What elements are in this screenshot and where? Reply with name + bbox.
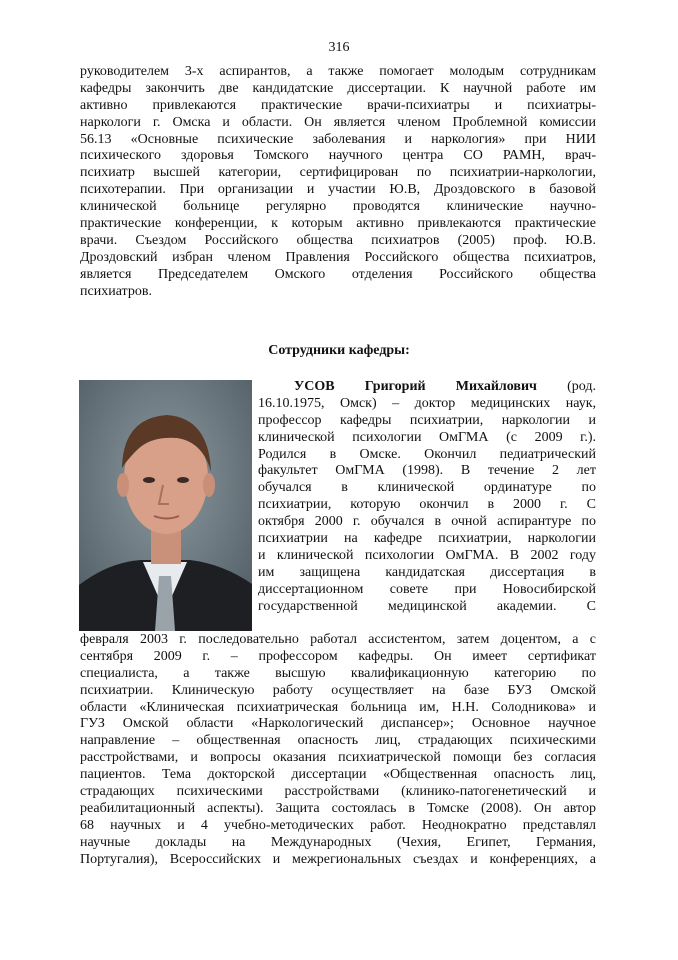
portrait-photo: [79, 380, 252, 631]
text-line: специалиста, а также высшую квалификационную категорию по: [80, 665, 596, 681]
text-line: Дроздовский избран членом Правления Российского общества психиатров,: [80, 249, 596, 265]
text-line: области «Клиническая психиатрическая больница им, Н.Н. Солодникова» и: [80, 699, 596, 715]
bio-paragraph-top: [258, 379, 596, 615]
text-line: является Председателем Омского отделения Российского общества: [80, 266, 596, 282]
text-line: 68 научных и 4 учебно-методических работ. Неоднократно представлял: [80, 817, 596, 833]
intro-paragraph: [80, 64, 596, 300]
text-line: октября 2000 г. обучался в очной аспирантуре по: [258, 514, 596, 530]
text-line: психиатрии, которую окончил в 2000 г. С: [258, 497, 596, 513]
text-line: факультет ОмГМА (1998). В течение 2 лет: [258, 463, 596, 479]
text-line: психиатрии на кафедре психиатрии, наркологии: [258, 531, 596, 547]
text-line: ГУЗ Омской области «Наркологический диспансер»; Основное научное: [80, 716, 596, 732]
text-line: и клинической психологии ОмГМА. В 2002 году: [258, 547, 596, 563]
text-line: психиатров.: [80, 283, 152, 299]
text-line: психотерапии. При организации и участии Ю.В, Дроздовского в базовой: [80, 182, 596, 198]
text-line: врачи. Съездом Российского общества психиатров (2005) проф. Ю.В.: [80, 232, 596, 248]
text-line: кафедры закончить две кандидатские диссертации. К научной работе им: [80, 80, 596, 96]
text-line: расстройствами, и вопросы оказания психиатрической помощи без согласия: [80, 750, 596, 766]
text-line: пациентов. Тема докторской диссертации «Общественная опасность лиц,: [80, 767, 596, 783]
text-line: Родился в Омске. Окончил педиатрический: [258, 446, 596, 462]
bio-paragraph-bottom: [80, 632, 596, 868]
text-line: обучался в клинической ординатуре по: [258, 480, 596, 496]
text-line: государственной медицинской академии. С: [258, 598, 596, 614]
text-line: диссертационном совете при Новосибирской: [258, 581, 596, 597]
text-line: 56.13 «Основные психические заболевания и наркология» при НИИ: [80, 131, 596, 147]
page-number: 316: [328, 40, 350, 55]
portrait-photo-drawing: [79, 380, 252, 631]
text-line: профессор кафедры психиатрии, наркологии и: [258, 412, 596, 428]
text-line: активно привлекаются практические врачи-психиатры и психиатры-: [80, 97, 596, 113]
text-line: наркологи г. Омска и области. Он является членом Проблемной комиссии: [80, 114, 596, 130]
text-line: психиатр высшей категории, сертифицирован по психиатрии-наркологии,: [80, 165, 596, 181]
text-line: руководителем 3-х аспирантов, а также помогает молодым сотрудникам: [80, 64, 596, 79]
text-fragment: (род.: [536, 379, 596, 394]
text-line: клинической психологии ОмГМА (с 2009 г.).: [258, 429, 596, 445]
text-line: им защищена кандидатская диссертация в: [258, 564, 596, 580]
text-line: научные доклады на Международных (Чехия, Египет, Германия,: [80, 834, 596, 850]
text-line: практические конференции, к которым активно привлекаются практические: [80, 216, 596, 232]
text-line: реабилитационный аспекты). Защита состоялась в Томске (2008). Он автор: [80, 800, 596, 816]
section-heading: Сотрудники кафедры:: [268, 343, 410, 358]
text-line: сентября 2009 г. – профессором кафедры. Он имеет сертификат: [80, 648, 596, 664]
text-line: 16.10.1975, Омск) – доктор медицинских наук,: [258, 395, 596, 411]
bio-first-line: [258, 379, 596, 396]
text-line: клинической больнице регулярно проводятся клинические научно-: [80, 199, 596, 215]
text-line: страдающих психическими расстройствами (клинико-патогенетический и: [80, 784, 596, 800]
person-name: УСОВ Григорий Михайлович: [294, 379, 537, 394]
text-line: Португалия), Всероссийских и межрегиональных съездах и конференциях, а: [80, 851, 596, 867]
text-line: направление – общественная опасность лиц, страдающих психическими: [80, 733, 596, 749]
text-line: психиатрии. Клиническую работу осуществляет на базе БУЗ Омской: [80, 682, 596, 698]
text-line: февраля 2003 г. последовательно работал ассистентом, затем доцентом, а с: [80, 632, 596, 647]
text-line: психического здоровья Томского научного центра СО РАМН, врач-: [80, 148, 596, 164]
